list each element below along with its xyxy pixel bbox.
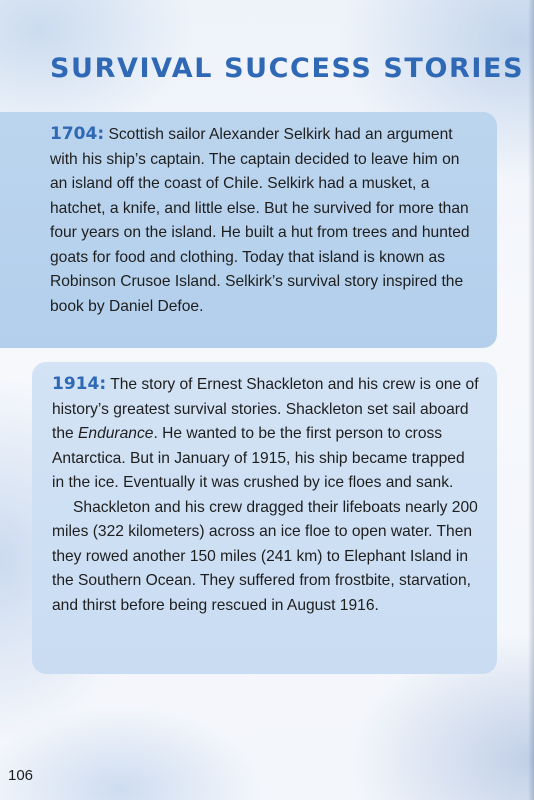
story-1704-year: 1704:: [50, 124, 105, 144]
story-1704-text: [50, 122, 477, 319]
page-number: 106: [8, 767, 34, 784]
ship-name: Endurance: [78, 425, 154, 442]
story-1914-paragraph-1: [52, 372, 481, 496]
story-1914-body-start: The story of Ernest Shackleton and his crew is one of history’s greatest survival stories. Shackleton set sail aboard the: [52, 376, 479, 442]
story-1704-body: Scottish sailor Alexander Selkirk had an argument with his ship’s captain. The captain decided to leave him on an island off the coast of Chile. Selkirk had a musket, a hatchet, a knife, and little else. But he survived for more than four years on the island. He built a hut from trees and hunted goats for food and clothing. Today that island is known as Robinson Crusoe Island. Selkirk’s survival story inspired the book by Daniel Defoe.: [50, 126, 470, 315]
story-box-1704: [0, 112, 497, 348]
story-1914-year: 1914:: [52, 374, 107, 394]
story-1914-paragraph-2: Shackleton and his crew dragged their lifeboats nearly 200 miles (322 kilometers) across an ice floe to open water. Then they rowed another 150 miles (241 km) to Elephant Island in the Southern Ocean. They suffered from frostbite, starvation, and thirst before being rescued in August 1916.: [52, 498, 478, 614]
page-edge-shadow: [528, 0, 534, 800]
story-1914-body-end: . He wanted to be the first person to cross Antarctica. But in January of 1915, his ship became trapped in the ice. Eventually it was crushed by ice floes and sank.: [52, 425, 465, 491]
story-box-1914: [32, 362, 497, 674]
page-title: SURVIVAL SUCCESS STORIES: [50, 53, 525, 84]
